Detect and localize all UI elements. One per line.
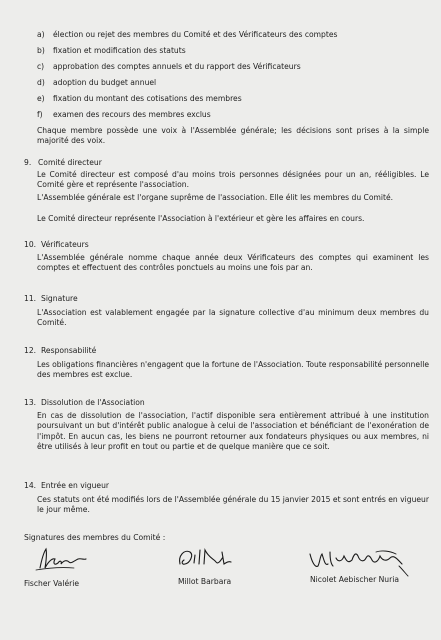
- signature-millot: [176, 546, 234, 572]
- section-number: 13.: [24, 398, 37, 407]
- list-item-text: fixation du montant des cotisations des membres: [53, 94, 242, 103]
- list-item-text: approbation des comptes annuels et du rapport des Vérificateurs: [53, 62, 301, 71]
- signatory-name: Nicolet Aebischer Nuria: [310, 575, 399, 584]
- section-title: Vérificateurs: [41, 240, 89, 249]
- section-title: Dissolution de l'Association: [41, 398, 145, 407]
- list-item-text: examen des recours des membres exclus: [53, 110, 211, 119]
- section-paragraph: Les obligations financières n'engagent que la fortune de l'Association. Toute responsabilité personnelle des membres est exclue.: [37, 360, 429, 380]
- list-item-text: fixation et modification des statuts: [53, 46, 186, 55]
- list-marker: a): [37, 30, 45, 39]
- section-paragraph: Le Comité directeur représente l'Association à l'extérieur et gère les affaires en cours.: [37, 214, 365, 223]
- section-paragraph: En cas de dissolution de l'association, l'actif disponible sera entièrement attribué à une institution poursuivant un but d'intérêt public analogue à celui de l'association et bénéficiant de l'exonération de l'impôt. En aucun cas, les biens ne pourront retourner aux fondateurs physiques ou aux membres, ni être utilisés à leur profit en tout ou partie et de quelque manière que ce soit.: [37, 411, 429, 452]
- section-number: 10.: [24, 240, 37, 249]
- list-marker: b): [37, 46, 45, 55]
- signature-fischer: [34, 546, 90, 574]
- section-number: 9.: [24, 158, 32, 167]
- section-title: Responsabilité: [41, 346, 97, 355]
- section-number: 14.: [24, 481, 37, 490]
- voting-paragraph: Chaque membre possède une voix à l'Assemblée générale; les décisions sont prises à la simple majorité des voix.: [37, 126, 429, 146]
- signatory-name: Fischer Valérie: [24, 579, 80, 588]
- section-paragraph: Ces statuts ont été modifiés lors de l'Assemblée générale du 15 janvier 2015 et sont entrés en vigueur le jour même.: [37, 495, 429, 515]
- section-title: Signature: [41, 294, 78, 303]
- list-marker: f): [37, 110, 43, 119]
- list-marker: d): [37, 78, 45, 87]
- signatures-heading: Signatures des membres du Comité :: [24, 533, 166, 542]
- section-paragraph: Le Comité directeur est composé d'au moins trois personnes désignées pour un an, rééligibles. Le Comité gère et représente l'association.: [37, 170, 429, 190]
- section-paragraph: L'Association est valablement engagée par la signature collective d'au minimum deux membres du Comité.: [37, 308, 429, 328]
- signatory-name: Millot Barbara: [178, 577, 232, 586]
- section-number: 11.: [24, 294, 37, 303]
- list-marker: e): [37, 94, 45, 103]
- section-paragraph: L'Assemblée générale nomme chaque année deux Vérificateurs des comptes qui examinent les comptes et effectuent des contrôles ponctuels au moins une fois par an.: [37, 253, 429, 273]
- list-item-text: adoption du budget annuel: [53, 78, 157, 87]
- section-title: Entrée en vigueur: [41, 481, 110, 490]
- list-marker: c): [37, 62, 45, 71]
- section-title: Comité directeur: [38, 158, 102, 167]
- section-paragraph: L'Assemblée générale est l'organe suprême de l'association. Elle élit les membres du Comité.: [37, 193, 394, 202]
- list-item-text: élection ou rejet des membres du Comité et des Vérificateurs des comptes: [53, 30, 338, 39]
- section-number: 12.: [24, 346, 37, 355]
- signature-nicolet: [306, 546, 410, 578]
